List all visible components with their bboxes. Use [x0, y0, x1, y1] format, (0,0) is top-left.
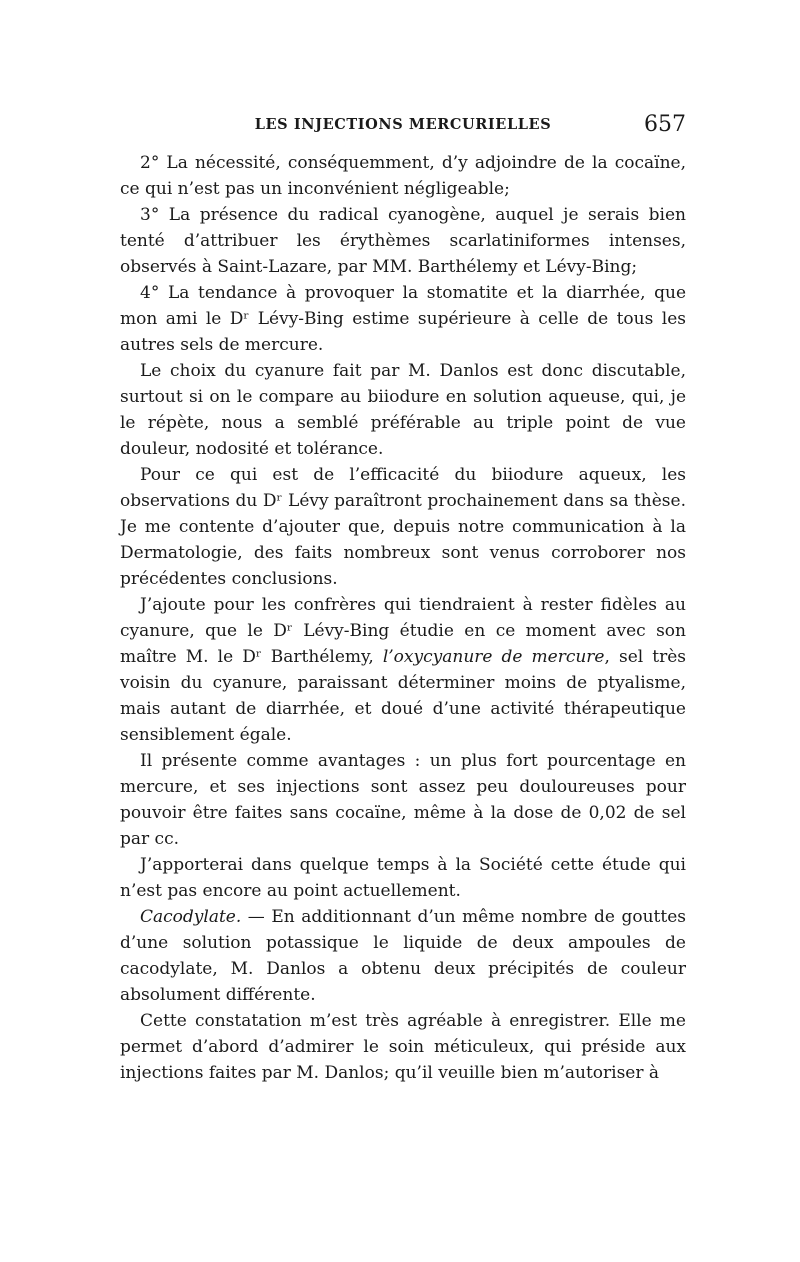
running-title: LES INJECTIONS MERCURIELLES	[254, 116, 552, 133]
paragraph-future-study: J’apporterai dans quelque temps à la Société cette étude qui n’est pas encore au point actuellement.	[120, 855, 686, 901]
running-head	[120, 112, 686, 144]
cacodylate-heading: Cacodylate.	[140, 907, 242, 927]
paragraph-constatation: Cette constatation m’est très agréable à enregistrer. Elle me permet d’abord d’admirer le soin méticuleux, qui préside aux injections faites par M. Danlos; qu’il veuille bien m’autoriser à	[120, 1011, 686, 1083]
paragraph-oxycyanure	[120, 592, 686, 748]
paragraph-biiodure-efficacy: Pour ce qui est de l’efficacité du biiodure aqueux, les observations du Dʳ Lévy paraîtront prochainement dans sa thèse. Je me contente d’ajouter que, depuis notre communication à la Dermatologie, des faits nombreux sont venus corroborer nos précédentes conclusions.	[120, 465, 686, 589]
paragraph-oxycyanure-before: J’ajoute pour les confrères qui tiendraient à rester fidèles au cyanure, que le Dʳ Lévy-Bing étudie en ce moment avec son maître M. le Dʳ Barthélemy,	[120, 595, 686, 667]
body-text	[120, 150, 686, 1086]
paragraph-item-4: 4° La tendance à provoquer la stomatite et la diarrhée, que mon ami le Dʳ Lévy-Bing estime supérieure à celle de tous les autres sels de mercure.	[120, 283, 686, 355]
paragraph-cacodylate-text: — En additionnant d’un même nombre de gouttes d’une solution potassique le liquide de deux ampoules de cacodylate, M. Danlos a obtenu deux précipités de couleur absolument différente.	[120, 907, 686, 1005]
page-number: 657	[644, 112, 686, 137]
paragraph-oxycyanure-after: , sel très voisin du cyanure, paraissant déterminer moins de ptyalisme, mais autant de diarrhée, et doué d’une activité thérapeutique sensiblement égale.	[120, 647, 686, 745]
paragraph-item-2: 2° La nécessité, conséquemment, d’y adjoindre de la cocaïne, ce qui n’est pas un inconvénient négligeable;	[120, 153, 686, 199]
paragraph-cyanure-choice: Le choix du cyanure fait par M. Danlos est donc discutable, surtout si on le compare au biiodure en solution aqueuse, qui, je le répète, nous a semblé préférable au triple point de vue douleur, nodosité et tolérance.	[120, 361, 686, 459]
paragraph-cacodylate	[120, 904, 686, 1008]
paragraph-item-3: 3° La présence du radical cyanogène, auquel je serais bien tenté d’attribuer les érythèmes scarlatiniformes intenses, observés à Saint-Lazare, par MM. Barthélemy et Lévy-Bing;	[120, 205, 686, 277]
paragraph-advantages: Il présente comme avantages : un plus fort pourcentage en mercure, et ses injections sont assez peu douloureuses pour pouvoir être faites sans cocaïne, même à la dose de 0,02 de sel par cc.	[120, 751, 686, 849]
oxycyanure-term: l’oxycyanure de mercure	[382, 647, 605, 667]
